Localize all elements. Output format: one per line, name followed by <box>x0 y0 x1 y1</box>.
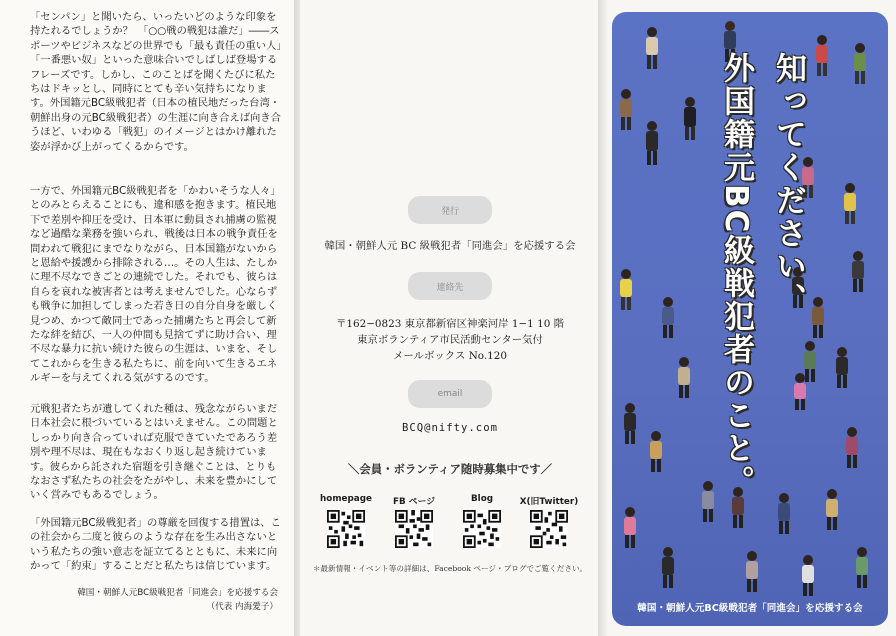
blog-label: Blog <box>470 494 494 504</box>
publisher-name: 韓国・朝鮮人元 BC 級戦犯者「同進会」を応援する会 <box>324 240 576 252</box>
blog-qr-code[interactable] <box>463 510 501 548</box>
paragraph-legacy: 元戦犯者たちが遺してくれた種は、残念ながらいまだ日本社会に根づいているとはいえません。この問題としっかり向き合っていれば克服できていたであろう差別や理不尽は、現在もなおくり返し起き続けています。彼らから託された宿題を引き継ぐことは、とりもなおさず私たちの社会をたがやし、未来を豊かにしていく営みでもあるでしょう。 <box>30 403 278 502</box>
signature-organization: 韓国・朝鮮人元BC級戦犯者「同進会」を応援する会 <box>77 588 278 598</box>
cover-panel <box>612 12 888 626</box>
fold-line <box>598 0 608 636</box>
address-line-1: 〒162−0823 東京都新宿区神楽河岸 1−1 10 階 <box>335 318 565 330</box>
facebook-qr-code[interactable] <box>395 510 433 548</box>
recruitment-banner: ＼会員・ボランティア随時募集中です／ <box>347 462 553 476</box>
x-twitter-label: X(旧Twitter) <box>519 497 579 507</box>
x-twitter-qr-code[interactable] <box>530 510 568 548</box>
facebook-label: FB ページ <box>393 497 435 507</box>
cover-title-line-1: 知ってください、 <box>770 52 806 316</box>
paragraph-intro: 「センパン」と聞いたら、いったいどのような印象を持たれるでしょうか？ 「○○戦の戦犯は誰だ」――スポーツやビジネスなどの世界でも「最も責任の重い人」「一番悪い奴」といった意味合いでしばしば登場するフレーズです。しかし、このことばを聞くたびに私たちはドキッとし、同時にとても辛い気持ちになります。外国籍元BC級戦犯者（日本の植民地だった台湾・朝鮮出身の元BC級戦犯者）の生涯に向き合えば向き合うほど、いわゆる「戦犯」のイメージとはかけ離れた姿が浮かび上がってくるからです。 <box>30 11 282 153</box>
cover-organization: 韓国・朝鮮人元BC級戦犯者「同進会」を応援する会 <box>637 603 863 614</box>
paragraph-promise: 「外国籍元BC級戦犯者」の尊厳を回復する措置は、この社会から二度と彼らのような存在を生み出さないという私たちの強い意志を証立てるとともに、未来に向かって「約束」することだと私たちは信じています。 <box>30 517 281 573</box>
paragraph-victims: 一方で、外国籍元BC級戦犯者を「かわいそうな人々」とのみとらえることにも、違和感を抱きます。植民地下で差別や抑圧を受け、日本軍に動員され捕虜の監視など過酷な業務を強いられ、戦後は日本の戦争責任を問われて戦犯にまでなりながら、日本国籍がないからと恩給や援護から排除される…。その人生は、たしかに理不尽なできごとの連続でした。それでも、彼らは自らを哀れな被害者とは考えませんでした。心ならずも戦争に加担してしまった若き日の自分自身を厳しく見つめ、かつて敵同士であった捕虜たちと再会して新たな絆を結び、一人の仲間も見捨てずに助け合い、理不尽な暴力に抗い続けた彼らの生涯は、いまを、そしてこれからを生きる私たちに、前を向いて生きるエネルギーを与えてくれる気がするのです。 <box>30 185 281 385</box>
address-line-2: 東京ボランティア市民活動センター気付 <box>357 334 543 346</box>
info-note: ＊最新情報・イベント等の詳細は、Facebook ページ・ブログでご覧ください。 <box>312 564 588 573</box>
homepage-qr-code[interactable] <box>327 510 365 548</box>
publisher-label-badge: 発行 <box>408 196 492 224</box>
email-address[interactable]: BCQ@nifty.com <box>402 422 498 434</box>
text-panel <box>0 0 296 636</box>
contact-panel <box>300 0 600 636</box>
address-line-3: メールボックス No.120 <box>392 350 508 362</box>
signature-representative: （代表 内海愛子） <box>206 602 278 612</box>
cover-title-line-2: 外国籍元BC級戦犯者のこと。 <box>718 52 754 499</box>
contact-label-badge: 連絡先 <box>408 272 492 300</box>
email-label-badge: email <box>408 380 492 408</box>
homepage-label: homepage <box>320 494 372 504</box>
